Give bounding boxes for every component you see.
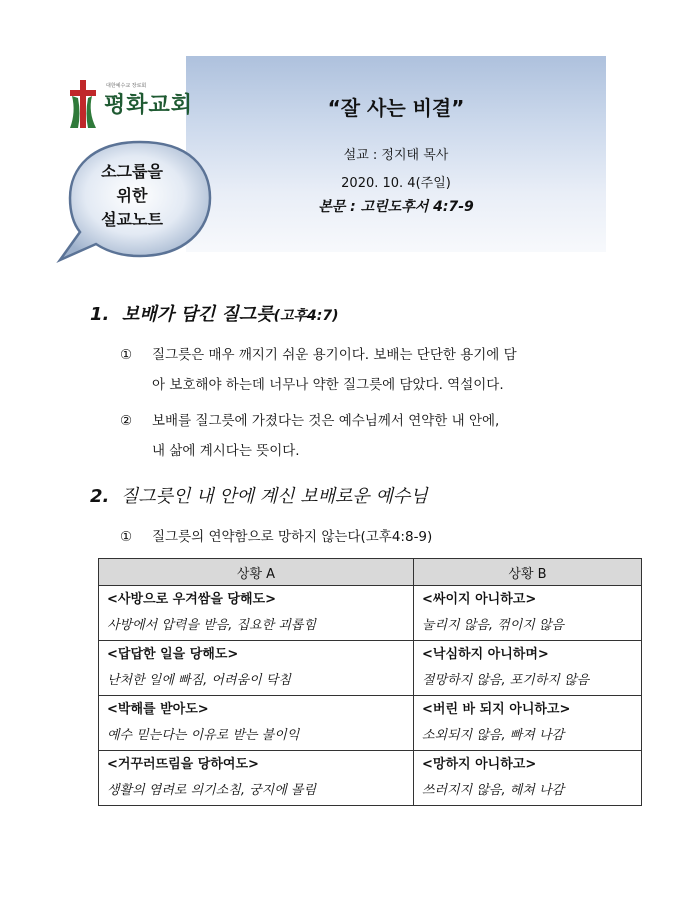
sermon-title: “잘 사는 비결” [327,96,465,120]
table-cell [414,696,642,751]
table-cell [414,641,642,696]
bubble-caption [76,160,188,232]
bubble-line: 소그룹을 [101,162,163,181]
cross-icon [66,78,100,130]
sermon-date: 2020. 10. 4(주일) [341,176,451,191]
cell-heading: <거꾸러뜨림을 당하여도> [107,757,259,772]
table-row [99,641,642,696]
scripture-text: 본문 : 고린도후서 4:7-9 [318,199,474,215]
table-cell [99,751,414,806]
section-ref: (고후4:7) [273,308,339,324]
logo-denomination: 대한예수교 장로회 [106,83,147,89]
table-cell [414,586,642,641]
table-cell [99,586,414,641]
bubble-line: 위한 [116,186,148,205]
cell-heading: <버린 바 되지 아니하고> [422,702,571,717]
cell-heading: <싸이지 아니하고> [422,592,537,607]
sermon-header [186,56,606,252]
logo-church-name: 평화교회 [104,93,194,118]
item-text-cont: 내 삶에 계시다는 뜻이다. [152,443,300,459]
cell-heading: <사방으로 우겨쌈을 당해도> [107,592,276,607]
preacher-line: 설교 : 정지태 목사 [343,148,449,163]
church-logo [66,78,196,134]
cell-detail: 절망하지 않음, 포기하지 않음 [422,673,590,688]
cell-detail: 소외되지 않음, 빠져 나감 [422,728,565,743]
section-title: 질그릇인 내 안에 계신 보배로운 예수님 [120,486,428,507]
bubble-line: 설교노트 [101,210,163,229]
table-cell [99,641,414,696]
cell-heading: <박해를 받아도> [107,702,209,717]
column-header: 상황 B [414,559,642,586]
item-text: 보배를 질그릇에 가졌다는 것은 예수님께서 연약한 내 안에, [152,413,500,429]
section-1-heading [90,300,339,326]
item-text-cont: 아 보호해야 하는데 너무나 약한 질그릇에 담았다. 역설이다. [152,377,504,393]
list-item [120,522,620,552]
item-marker: ① [120,529,133,545]
item-text: 질그릇은 매우 깨지기 쉬운 용기이다. 보배는 단단한 용기에 담 [152,347,517,363]
column-header: 상황 A [99,559,414,586]
section-2-heading [90,482,428,508]
cell-heading: <망하지 아니하고> [422,757,537,772]
situation-table [98,558,642,806]
cell-detail: 예수 믿는다는 이유로 받는 불이익 [107,728,300,743]
section-title: 보배가 담긴 질그릇 [121,304,274,325]
table-header-row [99,559,642,586]
cell-heading: <낙심하지 아니하며> [422,647,549,662]
list-item [120,406,620,466]
section-number: 1. [90,304,110,325]
table-row [99,696,642,751]
item-marker: ① [120,347,133,363]
item-marker: ② [120,413,133,429]
cell-detail: 눌리지 않음, 꺾이지 않음 [422,618,565,633]
cell-detail: 난처한 일에 빠짐, 어려움이 닥침 [107,673,291,688]
table-cell [99,696,414,751]
table-row [99,586,642,641]
table-row [99,751,642,806]
cell-heading: <답답한 일을 당해도> [107,647,239,662]
cell-detail: 사방에서 압력을 받음, 집요한 괴롭힘 [107,618,317,633]
section-number: 2. [90,486,110,507]
list-item [120,340,620,400]
item-text: 질그릇의 연약함으로 망하지 않는다(고후4:8-9) [152,529,433,545]
table-cell [414,751,642,806]
cell-detail: 생활의 염려로 의기소침, 궁지에 몰림 [107,783,317,798]
cell-detail: 쓰러지지 않음, 헤쳐 나감 [422,783,565,798]
